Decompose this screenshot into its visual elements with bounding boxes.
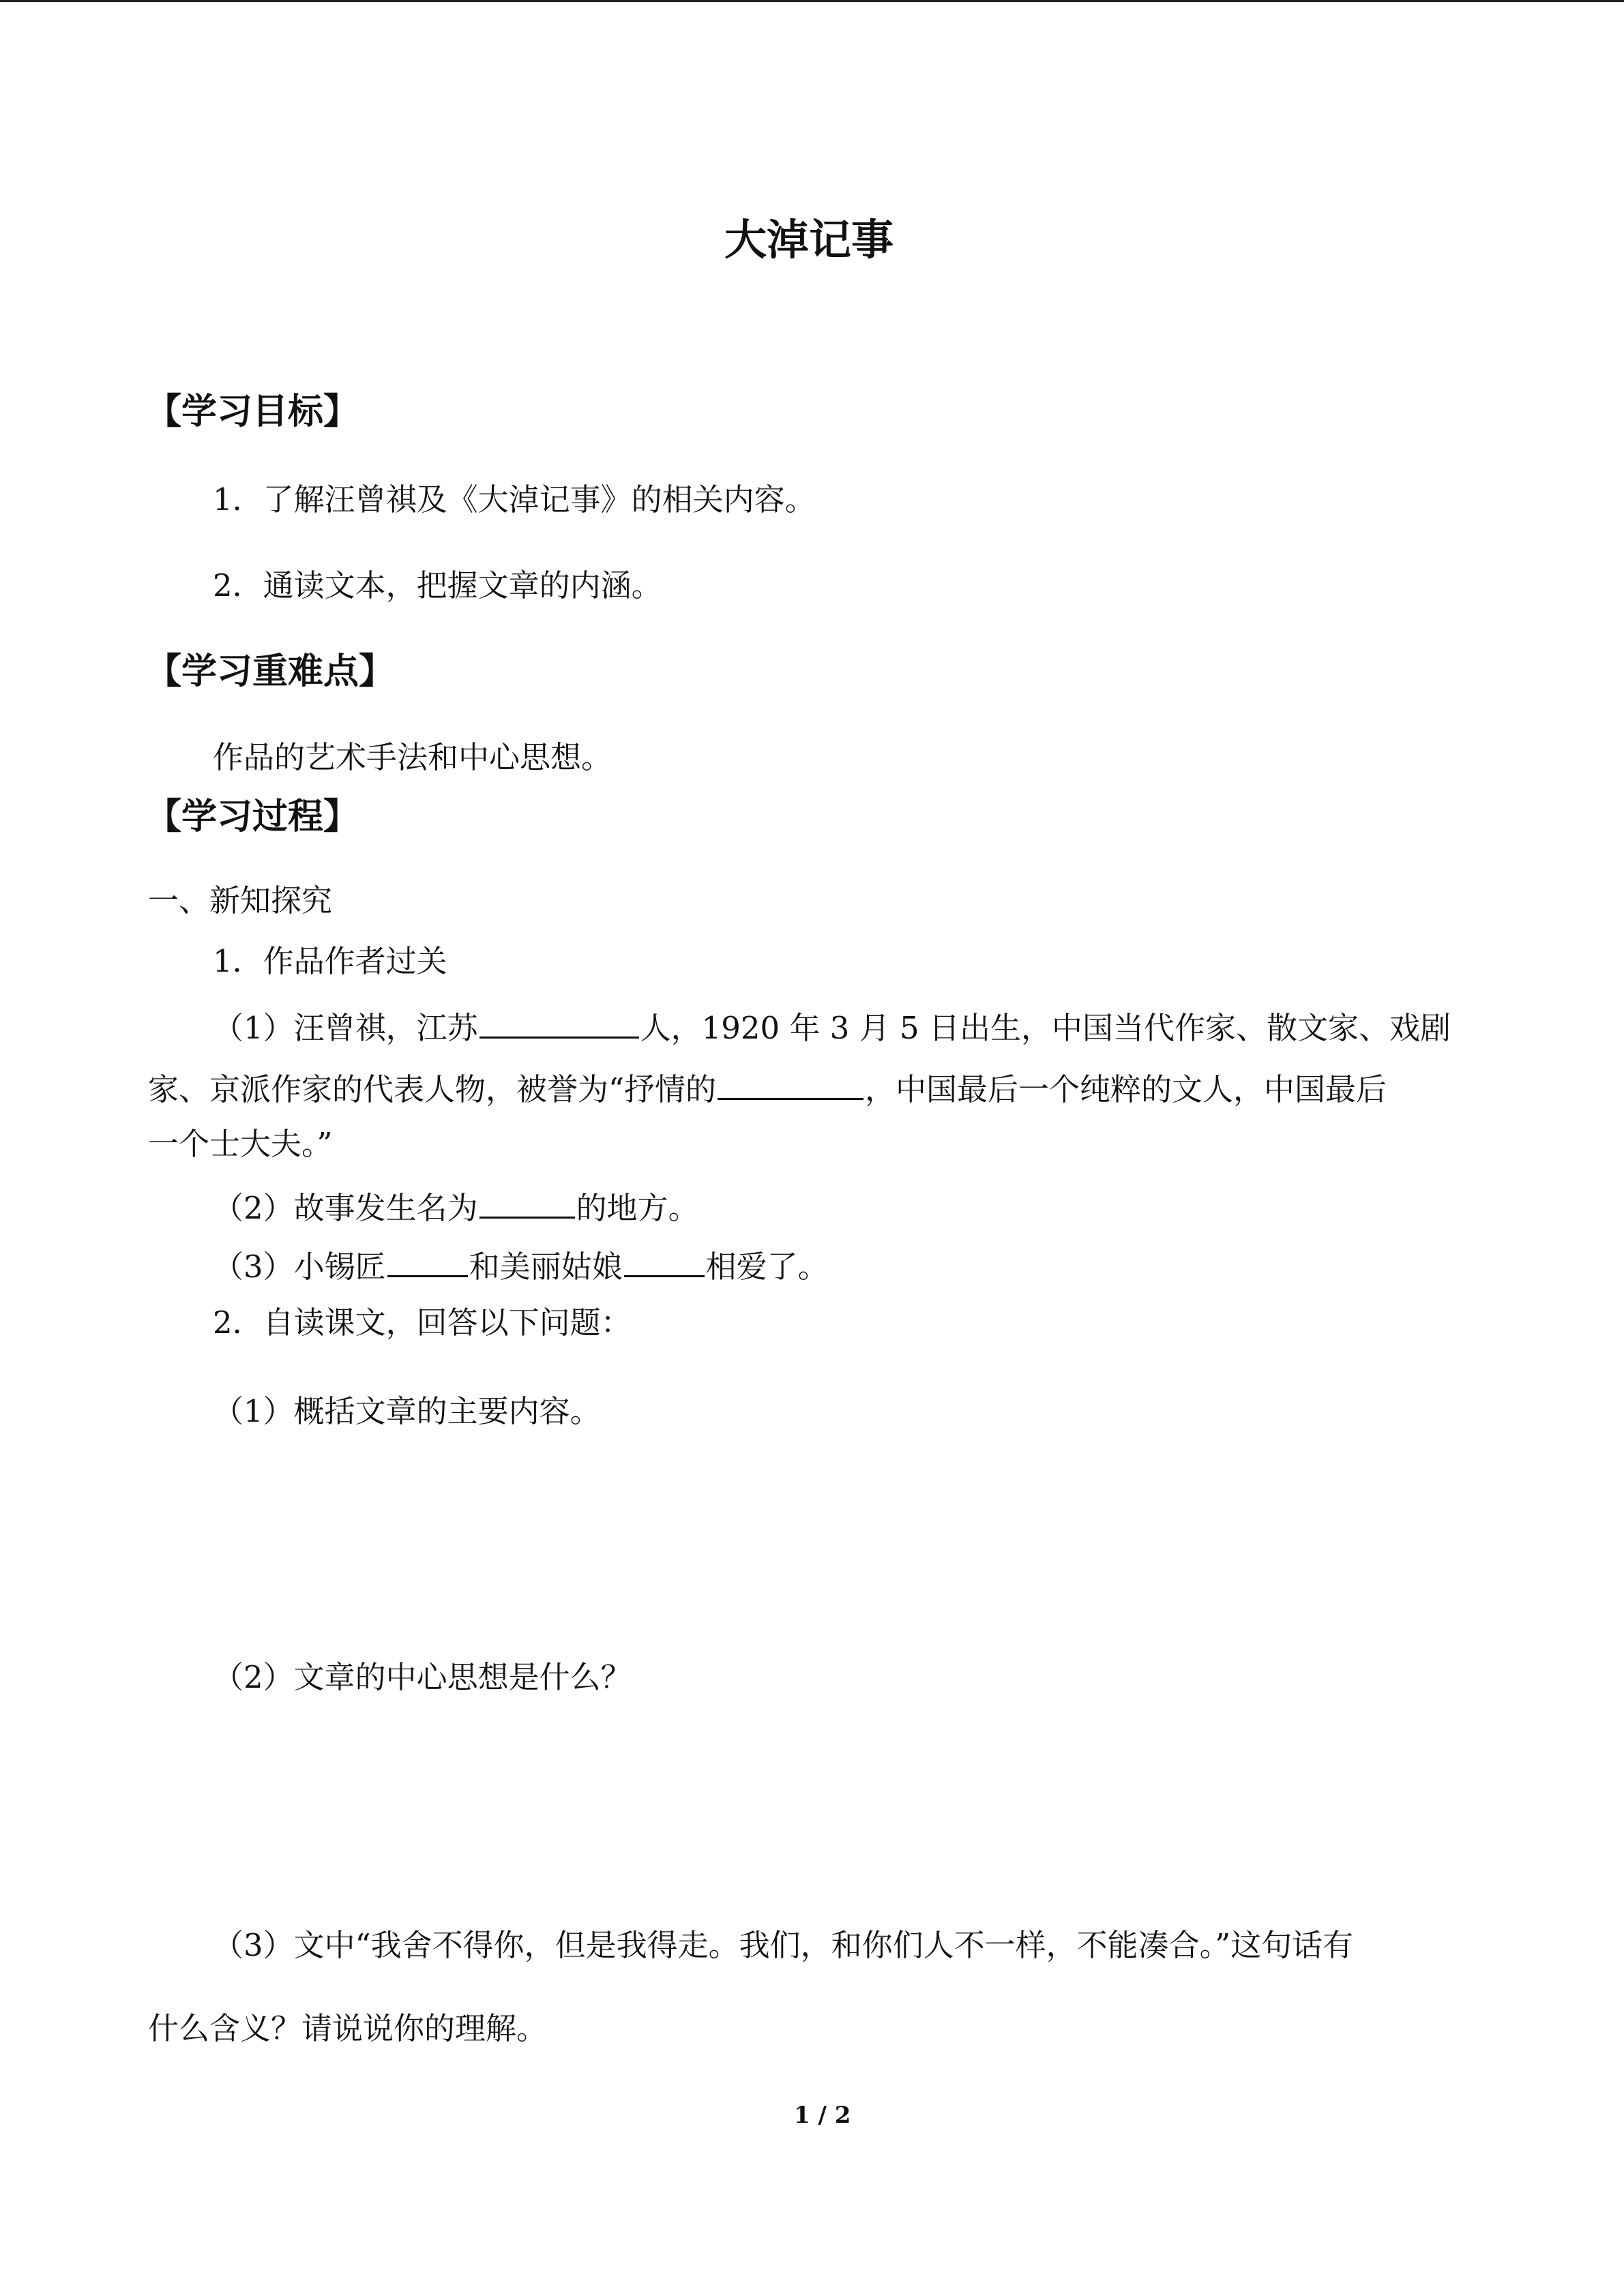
objective-item: 2．通读文本，把握文章的内涵。	[213, 567, 662, 603]
process-heading: 【学习过程】	[146, 796, 359, 837]
q1-3-text-b: 和美丽姑娘	[469, 1249, 623, 1285]
q1-1-text-b: 人，1920 年 3 月 5 日出生，中国当代作家、散文家、戏剧	[640, 1010, 1451, 1046]
blank-title[interactable]	[718, 1068, 863, 1100]
q1-1-line1	[213, 1007, 1451, 1046]
objectives-heading: 【学习目标】	[146, 391, 359, 432]
q1-3-line	[213, 1245, 829, 1285]
q1-2-text-b: 的地方。	[576, 1190, 699, 1226]
q1-1-text-d: ，中国最后一个纯粹的文人，中国最后	[865, 1071, 1387, 1107]
blank-tinsmith[interactable]	[387, 1245, 468, 1277]
blank-girl[interactable]	[624, 1245, 705, 1277]
key-points-text: 作品的艺术手法和中心思想。	[213, 739, 612, 775]
q1-1-text-a: （1）汪曾祺，江苏	[213, 1010, 478, 1046]
q2-title: 2．自读课文，回答以下问题：	[213, 1304, 632, 1341]
q1-3-text-c: 相爱了。	[705, 1249, 829, 1285]
q1-title: 1．作品作者过关	[213, 943, 447, 979]
q1-1-line3: 一个士大夫。”	[148, 1126, 333, 1162]
q1-1-line2	[148, 1068, 1387, 1105]
part1-title: 一、新知探究	[148, 882, 333, 919]
q2-1: （1）概括文章的主要内容。	[213, 1393, 601, 1429]
q1-2-line	[213, 1187, 699, 1226]
q2-2: （2）文章的中心思想是什么？	[213, 1659, 632, 1695]
q1-3-text-a: （3）小锡匠	[213, 1249, 386, 1285]
q1-1-text-c: 家、京派作家的代表人物，被誉为“抒情的	[148, 1071, 717, 1107]
key-points-heading: 【学习重难点】	[146, 651, 395, 692]
page-title: 大淖记事	[724, 215, 894, 265]
page-number: 1 / 2	[794, 2102, 851, 2129]
objective-item: 1．了解汪曾祺及《大淖记事》的相关内容。	[213, 481, 816, 518]
q2-3-line1: （3）文中“我舍不得你，但是我得走。我们，和你们人不一样，不能凑合。”这句话有	[213, 1927, 1354, 1963]
q1-2-text-a: （2）故事发生名为	[213, 1190, 478, 1226]
q2-3-line2: 什么含义？请说说你的理解。	[148, 2010, 548, 2046]
page-top-border	[0, 0, 1624, 2]
blank-place[interactable]	[479, 1187, 575, 1219]
blank-hometown[interactable]	[479, 1007, 639, 1039]
